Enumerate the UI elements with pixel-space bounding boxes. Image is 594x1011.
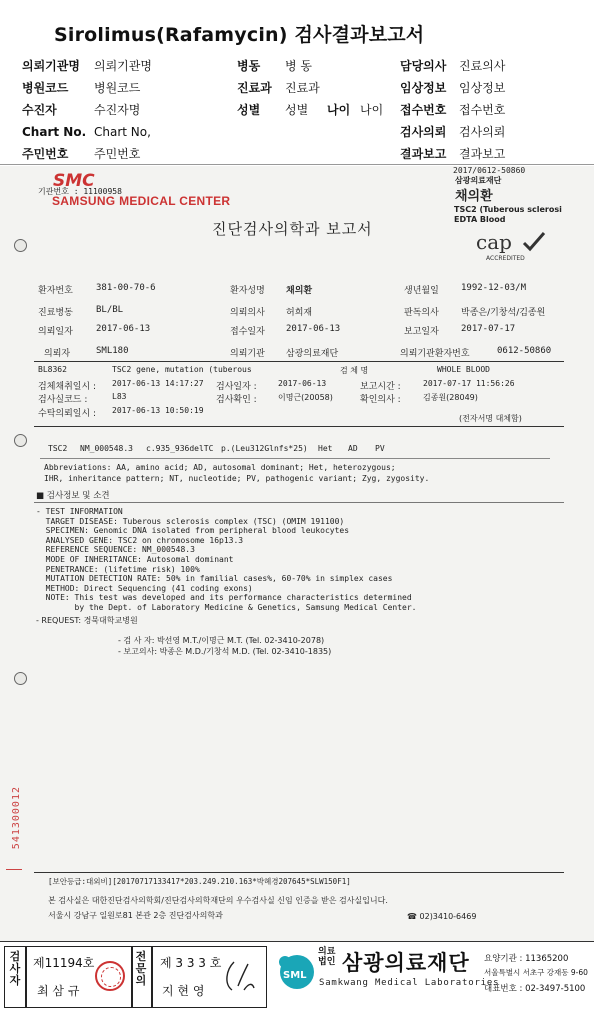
label-receipt-no: 접수번호 xyxy=(400,103,447,117)
label-barcode-number: 2017/0612-50860 xyxy=(453,166,526,175)
pf-label: 보고일자 xyxy=(404,327,439,337)
tester-name: 최 삼 규 xyxy=(37,984,80,998)
pf-label: 의뢰기관환자번호 xyxy=(400,349,470,359)
pf-label: 환자번호 xyxy=(38,286,73,296)
header-grid xyxy=(22,55,592,165)
staff-line: - 보고의사: 박종은 M.D./기창석 M.D. (Tel. 02-3410-1835) xyxy=(118,647,332,656)
label-hospital-code: 병원코드 xyxy=(22,81,69,95)
label-sex: 성별 xyxy=(237,103,261,117)
side-mark xyxy=(6,869,22,870)
confirm-value: 이명근(20058) xyxy=(278,393,333,402)
value-requesting-org: 의뢰기관명 xyxy=(94,59,152,73)
pf-value: 2017-06-13 xyxy=(96,324,151,334)
pf-value: SML180 xyxy=(96,346,129,356)
specialist-license: 제 3 3 3 호 xyxy=(160,956,222,970)
result-transcript: NM_000548.3 xyxy=(80,444,133,453)
divider xyxy=(34,502,564,503)
divider xyxy=(151,946,153,1008)
divider xyxy=(40,458,550,459)
divider xyxy=(131,946,133,1008)
sml-info-line: 서울특별시 서초구 강재동 9-60 xyxy=(484,968,588,977)
confirm-doctor-value: 김종원(28049) xyxy=(423,393,478,402)
side-number: 541300012 xyxy=(11,786,22,850)
value-department: 진료과 xyxy=(285,81,320,95)
punch-hole-icon xyxy=(14,239,27,252)
pf-value: 1992-12-03/M xyxy=(461,283,527,293)
result-aa-change: p.(Leu312Glnfs*25) xyxy=(221,444,308,453)
value-ward: 병 동 xyxy=(285,59,312,73)
pf-label: 의뢰자 xyxy=(44,349,71,359)
cap-text: cap xyxy=(476,230,512,254)
sml-info-line: 요양기관 : 11365200 xyxy=(484,954,569,964)
pf-value: 박종은/기창석/김종원 xyxy=(461,308,546,318)
collect-label: 검체채취일시 : xyxy=(38,382,97,392)
label-test-request: 검사의뢰 xyxy=(400,125,447,139)
pf-value: 381-00-70-6 xyxy=(96,283,156,293)
footer-cert: 본 검사실은 대한진단검사의학회/진단검사의학재단의 우수검사실 신임 인증을 받은 검사실입니다. xyxy=(48,896,388,905)
pf-label: 의뢰의사 xyxy=(230,308,265,318)
header-divider xyxy=(0,164,594,165)
result-zygosity: Het xyxy=(318,444,333,453)
pf-label: 생년월일 xyxy=(404,286,439,296)
test-info-line: ANALYSED GENE: TSC2 on chromosome 16p13.3 xyxy=(36,535,244,545)
header-row xyxy=(22,55,592,77)
tester-license: 제11194호 xyxy=(33,956,95,970)
abbreviations-line: IHR, inheritance pattern; NT, nucleotide; PV, pathogenic variant; Zyg, zygosity. xyxy=(44,474,430,483)
pf-value: 채의환 xyxy=(286,286,313,296)
exam-code-value: L83 xyxy=(112,392,127,401)
pf-label: 의뢰일자 xyxy=(38,327,73,337)
result-gene: TSC2 xyxy=(48,444,68,453)
test-info-line: TARGET DISEASE: Tuberous sclerosis complex (TSC) (OMIM 191100) xyxy=(36,516,345,526)
test-info-line: PENETRANCE: (lifetime risk) 100% xyxy=(36,564,200,574)
label-result-report: 결과보고 xyxy=(400,147,447,161)
report-title: Sirolimus(Rafamycin) 검사결과보고서 xyxy=(54,24,425,46)
document-title: 진단검사의학과 보고서 xyxy=(212,220,373,238)
test-info-line: MUTATION DETECTION RATE: 50% in familial cases%, 60-70% in simplex cases xyxy=(36,574,393,584)
value-doctor: 진료의사 xyxy=(459,59,506,73)
sml-logo-icon xyxy=(273,951,315,993)
smc-name: SAMSUNG MEDICAL CENTER xyxy=(52,194,231,208)
section-title: ■ 검사정보 및 소견 xyxy=(36,491,110,501)
cap-sub: ACCREDITED xyxy=(486,255,525,262)
pf-value: 2017-07-17 xyxy=(461,324,516,334)
label-clinical-info: 임상정보 xyxy=(400,81,447,95)
collect-value: 2017-06-13 14:17:27 xyxy=(112,379,204,388)
smc-logo-icon: SMC xyxy=(53,171,95,191)
header-row xyxy=(22,99,592,121)
label-resident-no: 주민번호 xyxy=(22,147,69,161)
signature-footer xyxy=(0,941,594,1011)
signature-icon xyxy=(222,956,258,996)
staff-line: - 검 사 자: 박선영 M.T./이명근 M.T. (Tel. 02-3410-2078) xyxy=(118,636,325,645)
label-age: 나이 xyxy=(327,103,351,117)
sml-info-line: 대표번호 : 02-3497-5100 xyxy=(484,984,586,994)
test-info-line: by the Dept. of Laboratory Medicine & Genetics, Samsung Medical Center. xyxy=(36,603,417,612)
confirm-doctor-label: 확인의사 : xyxy=(360,395,401,405)
header-row xyxy=(22,77,592,99)
exam-code-label: 검사실코드 : xyxy=(38,395,88,405)
specialist-vertical-label: 전문의 xyxy=(135,950,147,987)
sml-english-name: Samkwang Medical Laboratories xyxy=(319,978,500,988)
value-result-report: 결과보고 xyxy=(459,147,506,161)
value-clinical-info: 임상정보 xyxy=(459,81,506,95)
cap-logo-icon xyxy=(474,229,552,263)
pf-value: 2017-06-13 xyxy=(286,324,341,334)
value-age: 나이 xyxy=(360,103,384,117)
header-row xyxy=(22,121,592,143)
footer-tel: ☎ 02)3410-6469 xyxy=(407,912,477,921)
pf-label: 의뢰기관 xyxy=(230,349,265,359)
specialist-name: 지 현 영 xyxy=(162,984,205,998)
test-info-line: METHOD: Direct Sequencing (41 coding exons) xyxy=(36,583,253,593)
pf-value: 허희재 xyxy=(286,308,313,318)
request-line: - REQUEST: 경묵대학교병원 xyxy=(36,616,138,625)
test-name: TSC2 gene, mutation (tuberous xyxy=(112,365,252,374)
pf-label: 접수일자 xyxy=(230,327,265,337)
label-institution: 삼광의료재단 xyxy=(455,176,502,185)
tester-vertical-label: 검사자 xyxy=(9,950,21,987)
report-header xyxy=(0,0,594,165)
confirm-label: 검사확인 : xyxy=(216,395,257,405)
report-time-value: 2017-07-17 11:56:26 xyxy=(423,379,515,388)
divider xyxy=(34,426,564,427)
value-resident-no: 주민번호 xyxy=(94,147,141,161)
result-inheritance: AD xyxy=(348,444,358,453)
label-patient-name: 채의환 xyxy=(455,189,493,204)
pf-label: 환자성명 xyxy=(230,286,265,296)
sml-name: 삼광의료재단 xyxy=(342,951,470,975)
specimen-label: 검 체 명 xyxy=(340,366,369,375)
value-chart-no: Chart No, xyxy=(94,125,151,139)
label-requesting-org: 의뢰기관명 xyxy=(22,59,80,73)
value-test-request: 검사의뢰 xyxy=(459,125,506,139)
pf-label: 판독의사 xyxy=(404,308,439,318)
punch-hole-icon xyxy=(14,672,27,685)
pf-label: 진료병동 xyxy=(38,308,73,318)
label-test: TSC2 (Tuberous sclerosi xyxy=(454,205,562,214)
value-sex: 성별 xyxy=(285,103,309,117)
pf-value: 0612-50860 xyxy=(497,346,552,356)
footer-ref: [보안등급:대외비][20170717133417*203.249.210.163*박혜경207645*SLW150F1] xyxy=(48,877,351,886)
seal-icon xyxy=(95,961,125,991)
value-patient: 수진자명 xyxy=(94,103,141,117)
test-info-line: MODE OF INHERITANCE: Autosomal dominant xyxy=(36,555,234,564)
report-time-label: 보고시간 : xyxy=(360,382,401,392)
result-classification: PV xyxy=(375,444,385,453)
divider xyxy=(34,361,564,362)
label-doctor: 담당의사 xyxy=(400,59,447,73)
value-receipt-no: 접수번호 xyxy=(459,103,506,117)
test-info-line: REFERENCE SEQUENCE: NM_000548.3 xyxy=(36,545,195,555)
pf-value: 삼광의료재단 xyxy=(286,349,339,359)
test-info-line: NOTE: This test was developed and its performance characteristics determined xyxy=(36,593,412,603)
exam-date-value: 2017-06-13 xyxy=(278,379,327,388)
esign-note: (전자서명 대체함) xyxy=(459,414,522,423)
label-specimen: EDTA Blood xyxy=(454,215,506,224)
label-department: 진료과 xyxy=(237,81,272,95)
abbreviations-line: Abbreviations: AA, amino acid; AD, autosomal dominant; Het, heterozygous; xyxy=(44,463,396,472)
sml-corp-label: 의료법인 xyxy=(318,947,336,967)
scanned-report xyxy=(0,166,594,941)
specimen-value: WHOLE BLOOD xyxy=(437,365,490,374)
test-info-line: SPECIMEN: Genomic DNA isolated from peripheral blood leukocytes xyxy=(36,526,350,536)
label-chart-no: Chart No. xyxy=(22,125,87,139)
label-ward: 병동 xyxy=(237,59,261,73)
pf-value: BL/BL xyxy=(96,305,124,315)
divider xyxy=(25,946,27,1008)
header-row xyxy=(22,143,592,165)
exam-date-label: 검사일자 : xyxy=(216,382,257,392)
divider xyxy=(34,872,564,873)
receive-label: 수탁의뢰일시 : xyxy=(38,409,97,419)
test-info-line: - TEST INFORMATION xyxy=(36,507,123,516)
result-nt-change: c.935_936delTC xyxy=(146,444,214,453)
punch-hole-icon xyxy=(14,434,27,447)
test-code: BL8362 xyxy=(38,365,67,374)
sml-logo-text: SML xyxy=(283,970,307,981)
footer-address: 서울시 강남구 일원로81 본관 2층 진단검사의학과 xyxy=(48,911,223,920)
label-patient: 수진자 xyxy=(22,103,57,117)
accession-number: 기관번호 : 11100958 xyxy=(38,187,122,196)
receive-value: 2017-06-13 10:50:19 xyxy=(112,406,204,415)
value-hospital-code: 병원코드 xyxy=(94,81,141,95)
